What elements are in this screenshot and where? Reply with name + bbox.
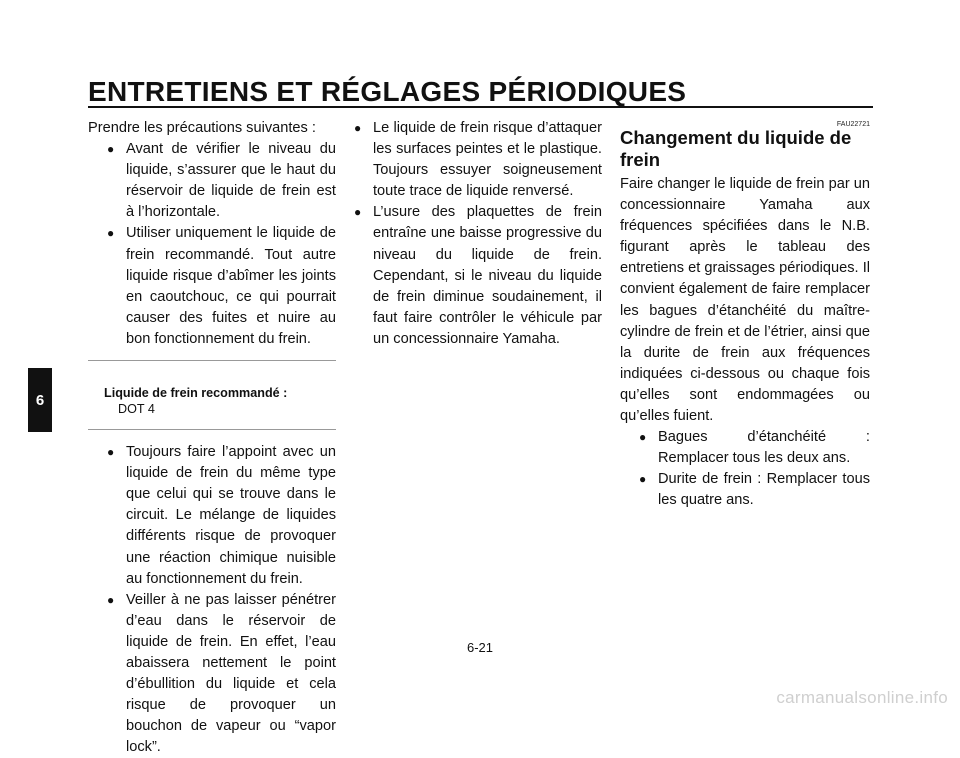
- section-paragraph: Faire changer le liquide de frein par un concessionnaire Yamaha aux fréquences spécifiées dans le N.B. figurant après le tableau des entretiens et graissages périodiques. Il convient également de faire remplacer les bagues d’étanchéité du maître-cylindre de frein et de l’étrier, ainsi que la durite de frein aux fréquences indiquées ci-dessous ou chaque fois qu’elles sont endommagées ou qu’elles fuient.: [620, 176, 870, 425]
- precaution-list-2: [105, 442, 336, 758]
- column-3: [620, 118, 870, 512]
- list-item: ● Avant de vérifier le niveau du liquide, s’assurer que le haut du réservoir de liquide de frein est à l’horizontale.: [105, 139, 336, 223]
- list-item: ● L’usure des plaquettes de frein entraîne une baisse progressive du niveau du liquide de frein. Cependant, si le niveau du liquide de frein diminue soudainement, il faut faire contrôler le véhicule par un concessionnaire Yamaha.: [352, 202, 602, 350]
- list-item: ● Durite de frein : Remplacer tous les quatre ans.: [637, 469, 870, 511]
- recommended-fluid-value: DOT 4: [118, 402, 155, 417]
- section-code: FAU22721: [836, 121, 870, 128]
- list-item: ● Bagues d’étanchéité : Remplacer tous les deux ans.: [637, 427, 870, 469]
- column-2: [352, 118, 602, 350]
- intro-text: Prendre les précautions suivantes :: [88, 120, 316, 136]
- column-1: [88, 118, 336, 758]
- watermark: carmanualsonline.info: [776, 688, 948, 707]
- precaution-list: [105, 139, 336, 350]
- chapter-tab: [28, 368, 52, 432]
- page-number: 6-21: [466, 640, 494, 655]
- title-rule: [88, 106, 873, 108]
- section-heading: Changement du liquide de frein: [620, 127, 852, 170]
- chapter-tab-label: 6: [35, 391, 45, 409]
- list-item: ● Veiller à ne pas laisser pénétrer d’eau dans le réservoir de liquide de frein. En effet, l’eau abaissera nettement le point d’ébullition du liquide et cela risque de provoquer un bouchon de vapeur ou “vapor lock”.: [105, 590, 336, 758]
- list-item: ● Le liquide de frein risque d’attaquer les surfaces peintes et le plastique. Toujours essuyer soigneusement toute trace de liquide renversé.: [352, 118, 602, 202]
- recommended-fluid-box: [88, 360, 336, 430]
- page-title: ENTRETIENS ET RÉGLAGES PÉRIODIQUES: [88, 76, 687, 107]
- recommended-fluid-label: Liquide de frein recommandé :: [104, 386, 288, 401]
- list-item: ● Toujours faire l’appoint avec un liquide de frein du même type que celui qui se trouve dans le circuit. Le mélange de liquides différents risque de provoquer une réaction chimique nuisible au fonctionnement du frein.: [105, 442, 336, 590]
- replacement-list: [637, 427, 870, 511]
- list-item: ● Utiliser uniquement le liquide de frein recommandé. Tout autre liquide risque d’abîmer les joints en caoutchouc, ce qui pourrait causer des fuites et nuire au bon fonctionnement du frein.: [105, 223, 336, 350]
